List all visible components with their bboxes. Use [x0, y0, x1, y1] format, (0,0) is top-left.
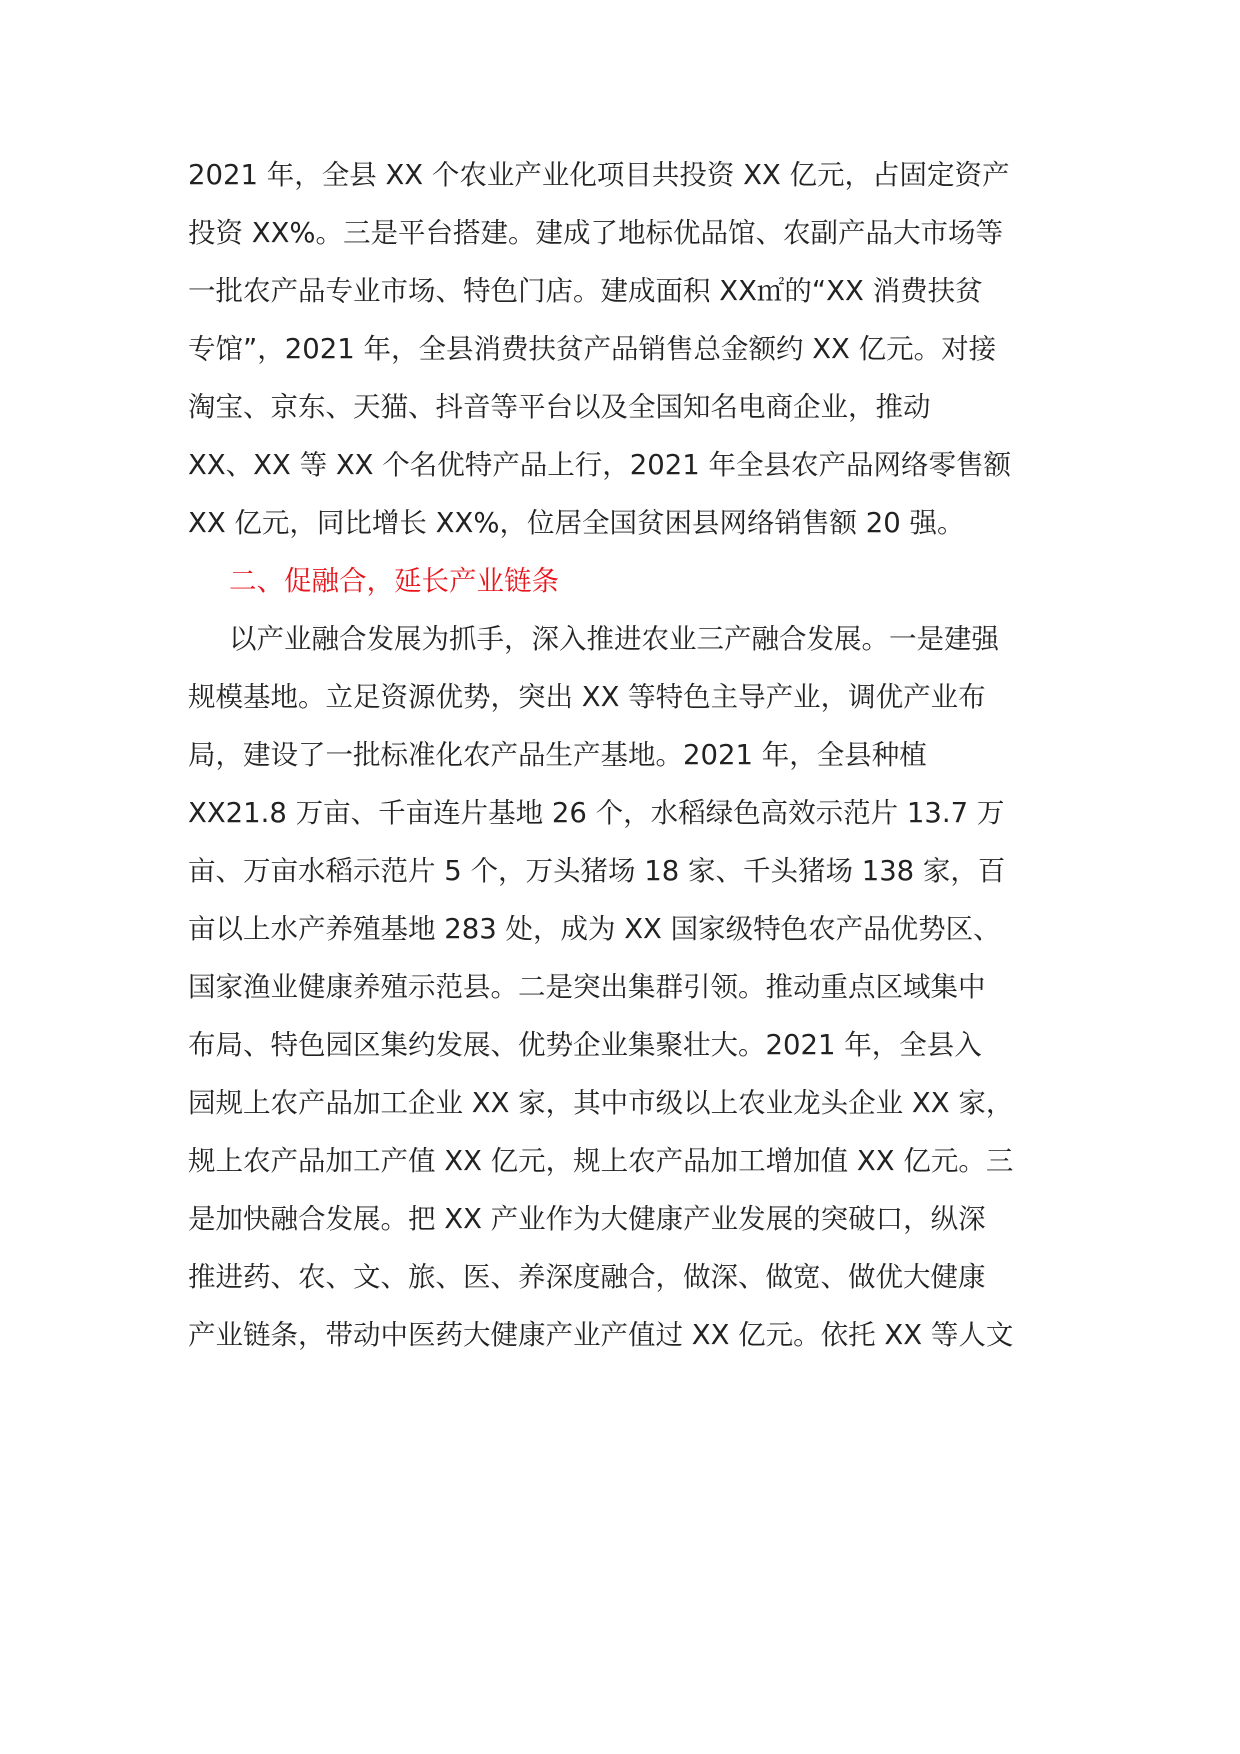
- section-heading: 二、促融合，延长产业链条: [229, 565, 559, 597]
- paragraph-line: 亩以上水产养殖基地 283 处，成为 XX 国家级特色农产品优势区、: [188, 913, 1001, 945]
- paragraph-line: 国家渔业健康养殖示范县。二是突出集群引领。推动重点区域集中: [188, 971, 986, 1003]
- paragraph-line: 产业链条，带动中医药大健康产业产值过 XX 亿元。依托 XX 等人文: [188, 1319, 1014, 1351]
- paragraph-line: 推进药、农、文、旅、医、养深度融合，做深、做宽、做优大健康: [188, 1261, 986, 1293]
- paragraph-line: XX21.8 万亩、千亩连片基地 26 个，水稻绿色高效示范片 13.7 万: [188, 797, 1005, 829]
- paragraph-line: 规上农产品加工产值 XX 亿元，规上农产品加工增加值 XX 亿元。三: [188, 1145, 1014, 1177]
- paragraph-line: XX、XX 等 XX 个名优特产品上行，2021 年全县农产品网络零售额: [188, 449, 1011, 481]
- paragraph-line: 园规上农产品加工企业 XX 家，其中市级以上农业龙头企业 XX 家，: [188, 1087, 1014, 1119]
- paragraph-line: 2021 年，全县 XX 个农业产业化项目共投资 XX 亿元，占固定资产: [188, 159, 1010, 191]
- paragraph-line: 亩、万亩水稻示范片 5 个，万头猪场 18 家、千头猪场 138 家，百: [188, 855, 1006, 887]
- paragraph-line: 淘宝、京东、天猫、抖音等平台以及全国知名电商企业，推动: [188, 391, 931, 423]
- paragraph-line: XX 亿元，同比增长 XX%，位居全国贫困县网络销售额 20 强。: [188, 507, 965, 539]
- paragraph-line: 专馆”，2021 年，全县消费扶贫产品销售总金额约 XX 亿元。对接: [188, 333, 997, 365]
- paragraph-line: 布局、特色园区集约发展、优势企业集聚壮大。2021 年，全县入: [188, 1029, 982, 1061]
- paragraph-line: 是加快融合发展。把 XX 产业作为大健康产业发展的突破口，纵深: [188, 1203, 986, 1235]
- paragraph-line: 局，建设了一批标准化农产品生产基地。2021 年，全县种植: [188, 739, 927, 771]
- paragraph-line: 一批农产品专业市场、特色门店。建成面积 XX㎡的“XX 消费扶贫: [188, 275, 983, 307]
- paragraph-line: 以产业融合发展为抓手，深入推进农业三产融合发展。一是建强: [229, 623, 999, 655]
- paragraph-line: 规模基地。立足资源优势，突出 XX 等特色主导产业，调优产业布: [188, 681, 986, 713]
- paragraph-line: 投资 XX%。三是平台搭建。建成了地标优品馆、农副产品大市场等: [188, 217, 1004, 249]
